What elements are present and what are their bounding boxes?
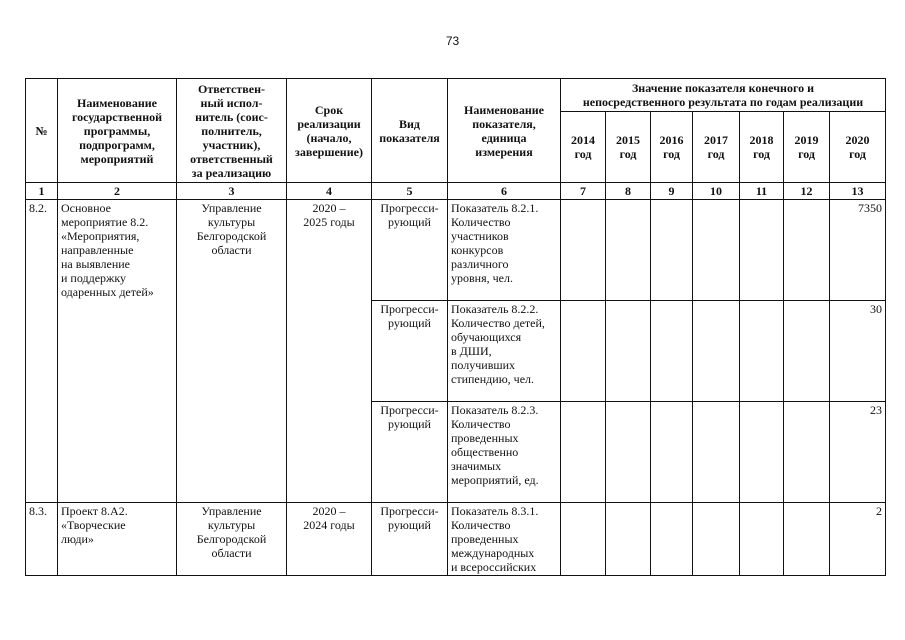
indicator-kind: Прогресси- рующий <box>372 301 448 402</box>
value-2018 <box>740 503 784 576</box>
value-2016 <box>651 200 693 301</box>
value-2020: 23 <box>830 402 886 503</box>
column-number: 13 <box>830 183 886 200</box>
indicator-kind: Прогресси- рующий <box>372 402 448 503</box>
header-term: Срок реализации (начало, завершение) <box>287 79 372 183</box>
value-2017 <box>693 402 740 503</box>
indicator-name: Показатель 8.3.1. Количество проведенных международных и всероссийских <box>448 503 561 576</box>
header-number: № <box>26 79 58 183</box>
row-term: 2020 – 2024 годы <box>287 503 372 576</box>
value-2014 <box>561 503 606 576</box>
page-number: 73 <box>445 34 460 48</box>
value-2018 <box>740 301 784 402</box>
column-number: 8 <box>606 183 651 200</box>
column-number: 12 <box>784 183 830 200</box>
row-term: 2020 – 2025 годы <box>287 200 372 503</box>
value-2017 <box>693 301 740 402</box>
row-number: 8.3. <box>26 503 58 576</box>
column-number: 9 <box>651 183 693 200</box>
column-number: 5 <box>372 183 448 200</box>
header-year-2018: 2018 год <box>740 112 784 183</box>
indicator-kind: Прогресси- рующий <box>372 503 448 576</box>
value-2015 <box>606 301 651 402</box>
value-2019 <box>784 503 830 576</box>
row-program-name: Проект 8.А2. «Творческие люди» <box>58 503 177 576</box>
indicator-name: Показатель 8.2.2. Количество детей, обучающихся в ДШИ, получивших стипендию, чел. <box>448 301 561 402</box>
column-number: 1 <box>26 183 58 200</box>
header-year-2019: 2019 год <box>784 112 830 183</box>
row-responsible: Управление культуры Белгородской области <box>177 200 287 503</box>
value-2015 <box>606 200 651 301</box>
row-program-name: Основное мероприятие 8.2. «Мероприятия, направленные на выявление и поддержку одаренных детей» <box>58 200 177 503</box>
value-2014 <box>561 301 606 402</box>
column-number: 11 <box>740 183 784 200</box>
column-number: 10 <box>693 183 740 200</box>
header-values-group: Значение показателя конечного и непосредственного результата по годам реализации <box>561 79 886 112</box>
header-year-2015: 2015 год <box>606 112 651 183</box>
value-2016 <box>651 402 693 503</box>
value-2014 <box>561 200 606 301</box>
value-2020: 2 <box>830 503 886 576</box>
value-2018 <box>740 200 784 301</box>
value-2020: 7350 <box>830 200 886 301</box>
header-year-2017: 2017 год <box>693 112 740 183</box>
value-2016 <box>651 503 693 576</box>
value-2019 <box>784 200 830 301</box>
value-2020: 30 <box>830 301 886 402</box>
indicator-name: Показатель 8.2.1. Количество участников конкурсов различного уровня, чел. <box>448 200 561 301</box>
value-2019 <box>784 402 830 503</box>
row-number: 8.2. <box>26 200 58 503</box>
indicators-table <box>25 78 886 576</box>
header-year-2020: 2020 год <box>830 112 886 183</box>
value-2017 <box>693 200 740 301</box>
header-indicator-name: Наименование показателя, единица измерения <box>448 79 561 183</box>
value-2015 <box>606 402 651 503</box>
column-number: 4 <box>287 183 372 200</box>
column-number: 6 <box>448 183 561 200</box>
value-2015 <box>606 503 651 576</box>
column-numbers-row <box>26 183 886 200</box>
header-indicator-kind: Вид показателя <box>372 79 448 183</box>
indicator-name: Показатель 8.2.3. Количество проведенных общественно значимых мероприятий, ед. <box>448 402 561 503</box>
value-2019 <box>784 301 830 402</box>
row-responsible: Управление культуры Белгородской области <box>177 503 287 576</box>
column-number: 2 <box>58 183 177 200</box>
header-responsible: Ответствен- ный испол- нитель (соис- полнитель, участник), ответственный за реализацию <box>177 79 287 183</box>
value-2018 <box>740 402 784 503</box>
header-year-2014: 2014 год <box>561 112 606 183</box>
header-year-2016: 2016 год <box>651 112 693 183</box>
value-2016 <box>651 301 693 402</box>
indicator-kind: Прогресси- рующий <box>372 200 448 301</box>
value-2014 <box>561 402 606 503</box>
column-number: 3 <box>177 183 287 200</box>
table-row <box>26 200 886 301</box>
header-program-name: Наименование государственной программы, подпрограмм, мероприятий <box>58 79 177 183</box>
value-2017 <box>693 503 740 576</box>
column-number: 7 <box>561 183 606 200</box>
table-row <box>26 503 886 576</box>
